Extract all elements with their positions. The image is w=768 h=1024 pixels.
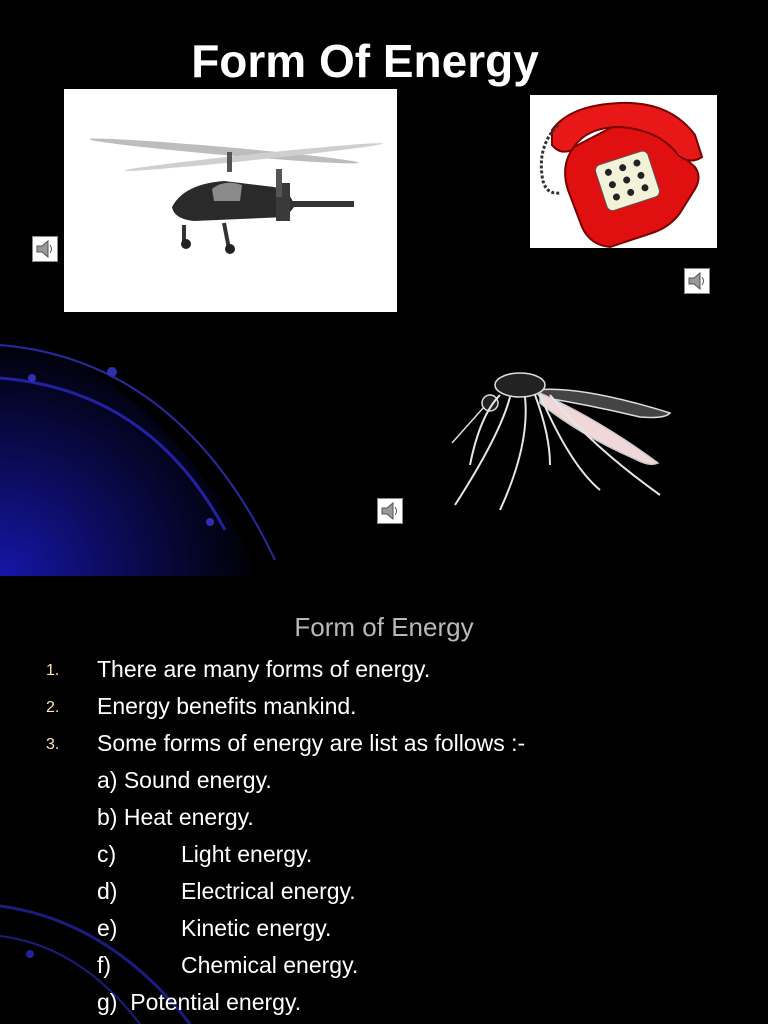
sub-item-text: Light energy. xyxy=(181,841,313,867)
sub-item xyxy=(0,841,768,878)
sub-item-text: a) Sound energy. xyxy=(97,767,272,793)
sub-item xyxy=(0,878,768,915)
sub-item-text: Electrical energy. xyxy=(181,878,356,904)
sub-item xyxy=(0,989,768,1024)
sub-item-text: Chemical energy. xyxy=(181,952,359,978)
telephone-image xyxy=(530,95,717,248)
sub-item-label: e) xyxy=(97,915,118,941)
sub-item xyxy=(0,952,768,989)
sub-item-label: d) xyxy=(97,878,118,904)
sub-item-label: f) xyxy=(97,952,112,978)
sub-item-text: Kinetic energy. xyxy=(181,915,332,941)
speaker-icon[interactable] xyxy=(684,268,710,294)
sub-item-text: g) Potential energy. xyxy=(97,989,302,1015)
list-text: Some forms of energy are list as follows :- xyxy=(97,730,526,756)
sub-item xyxy=(0,804,768,841)
speaker-icon[interactable] xyxy=(377,498,403,524)
helicopter-image xyxy=(64,89,397,312)
sub-item-label: c) xyxy=(97,841,117,867)
sub-item-text: b) Heat energy. xyxy=(97,804,254,830)
mosquito-image xyxy=(440,355,680,520)
list-number: 2. xyxy=(46,699,60,716)
sub-item xyxy=(0,915,768,952)
list-item xyxy=(0,730,768,767)
list-item xyxy=(0,693,768,730)
slide-heading: Form of Energy xyxy=(294,612,474,642)
list-number: 3. xyxy=(46,736,60,753)
list-item xyxy=(0,656,768,693)
list-number: 1. xyxy=(46,662,60,679)
slide-title: Form Of Energy xyxy=(191,35,539,87)
sub-item xyxy=(0,767,768,804)
list-text: Energy benefits mankind. xyxy=(97,693,357,719)
speaker-icon[interactable] xyxy=(32,236,58,262)
list-text: There are many forms of energy. xyxy=(97,656,431,682)
slide-2 xyxy=(0,576,768,1024)
